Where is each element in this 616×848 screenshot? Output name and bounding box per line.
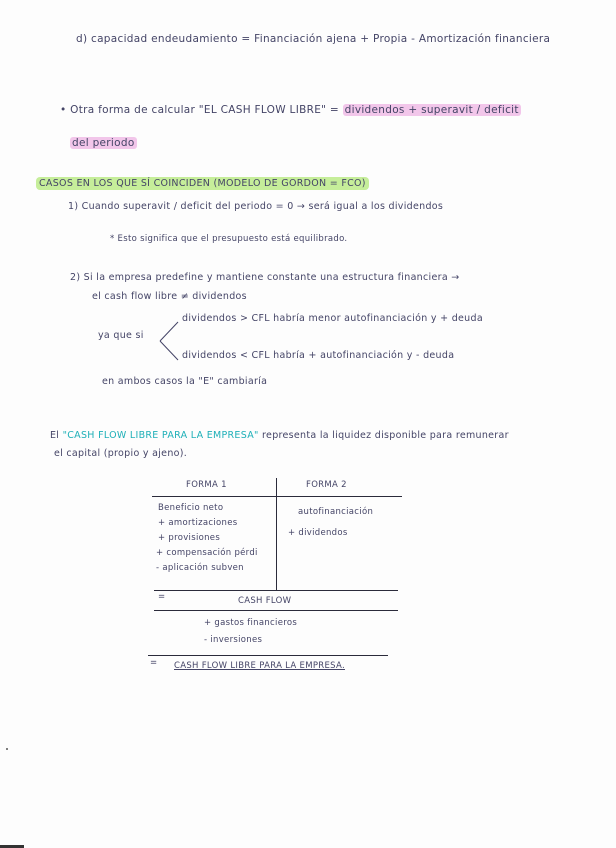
cash-flow-label: CASH FLOW [238, 596, 292, 606]
table-header-rule [152, 496, 402, 497]
branch-1: dividendos > CFL habría menor autofinanciación y + deuda [182, 313, 483, 324]
forma1-row: + provisiones [158, 533, 221, 543]
caso-2-b: el cash flow libre ≠ dividendos [92, 291, 247, 302]
forma1-row: + compensación pérdi [156, 548, 258, 558]
minus-inversiones: - inversiones [204, 635, 263, 645]
el-prefix: El [50, 430, 60, 441]
representa-text: representa la liquidez disponible para remunerar [262, 430, 509, 441]
otra-forma-highlight: dividendos + superavit / deficit [344, 104, 519, 116]
table-divider [276, 478, 277, 590]
caso-1: 1) Cuando superavit / deficit del periodo = 0 → será igual a los dividendos [68, 201, 444, 212]
ambos-casos: en ambos casos la "E" cambiaría [102, 376, 268, 387]
del-periodo-highlight: del periodo [72, 137, 135, 149]
line-otra-forma [60, 104, 521, 116]
final-label: CASH FLOW LIBRE PARA LA EMPRESA. [174, 661, 345, 671]
cash-flow-empresa-highlight: "CASH FLOW LIBRE PARA LA EMPRESA" [62, 430, 259, 441]
cash-flow-rule [154, 610, 398, 611]
otra-forma-quote: "EL CASH FLOW LIBRE" = [198, 104, 339, 116]
caso-1-note: * Esto significa que el presupuesto está equilibrado. [110, 234, 348, 244]
forma1-row: + amortizaciones [158, 518, 238, 528]
line-capacidad-endeudamiento: d) capacidad endeudamiento = Financiación ajena + Propia - Amortización financiera [76, 33, 551, 45]
stray-dot [6, 748, 8, 750]
forma-2-header: FORMA 2 [306, 480, 347, 490]
line-cash-flow-empresa [50, 430, 509, 441]
forma-1-header: FORMA 1 [186, 480, 227, 490]
otra-forma-prefix: • Otra forma de calcular [60, 104, 196, 116]
forma2-row: autofinanciación [298, 507, 374, 517]
capital-line: el capital (propio y ajeno). [54, 448, 188, 459]
eq-sign: = [158, 592, 166, 602]
table-bottom-rule [154, 590, 398, 591]
forma1-row: Beneficio neto [158, 503, 224, 513]
ya-que-si: ya que si [98, 330, 144, 341]
forma1-row: - aplicación subven [156, 563, 244, 573]
branch-arrows [158, 318, 182, 364]
casos-heading [36, 178, 369, 189]
forma2-row: + dividendos [288, 528, 348, 538]
branch-2: dividendos < CFL habría + autofinanciación y - deuda [182, 350, 455, 361]
casos-heading-highlight: CASOS EN LOS QUE SÍ COINCIDEN (MODELO DE GORDON = FCO) [36, 177, 369, 190]
caso-2-a: 2) Si la empresa predefine y mantiene constante una estructura financiera → [70, 272, 460, 283]
line-del-periodo [70, 137, 137, 149]
final-eq: = [150, 658, 158, 668]
final-rule [148, 655, 388, 656]
plus-gastos: + gastos financieros [204, 618, 298, 628]
